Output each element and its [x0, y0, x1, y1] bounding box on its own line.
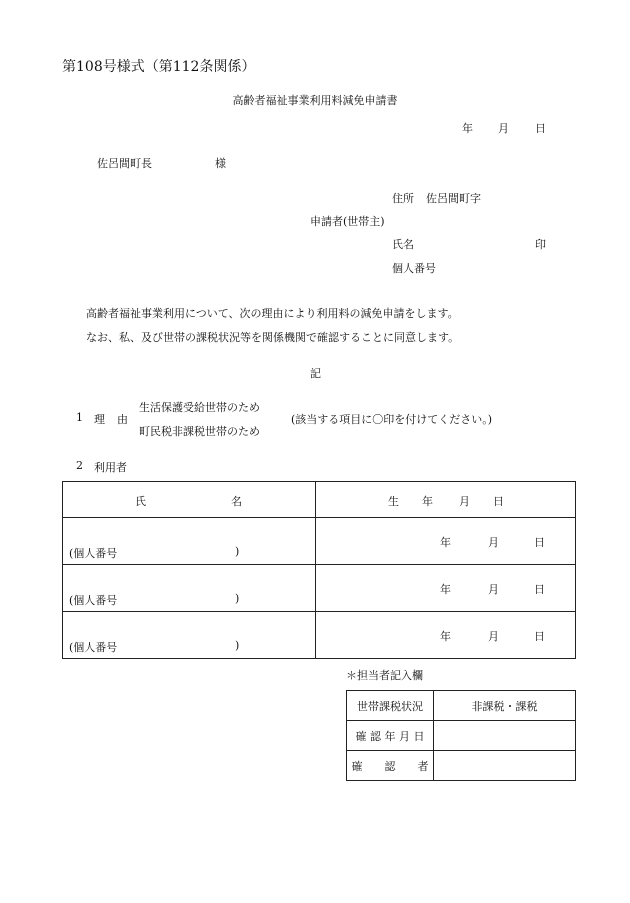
table-row: [63, 518, 576, 565]
user-name-cell[interactable]: [63, 518, 316, 565]
reason-label-b: 由: [117, 413, 128, 426]
personal-number-open: (個人番号: [69, 547, 118, 560]
form-number: 第108号様式（第112条関係）: [62, 59, 256, 75]
header-birth-sei: 生: [388, 495, 399, 508]
header-name-b: 名: [231, 495, 242, 508]
reason-label-a: 理: [94, 413, 105, 426]
staff-value-confirmer[interactable]: [434, 751, 576, 781]
date-year-label: 年: [462, 122, 473, 135]
addressee-honorific: 様: [215, 157, 226, 170]
birth-month-label: 月: [488, 630, 499, 643]
staff-value-confirm-date[interactable]: [434, 721, 576, 751]
address-label: 住所: [392, 192, 414, 205]
user-birthdate-cell[interactable]: [316, 565, 576, 612]
staff-value-text: 非課税・課税: [471, 699, 538, 713]
users-number: 2: [76, 459, 83, 472]
table-row: [347, 691, 576, 721]
personal-number-close: ): [235, 639, 240, 652]
birth-day-label: 日: [534, 630, 545, 643]
staff-label-tax-status: [347, 691, 434, 721]
body-line-2: なお、私、及び世帯の課税状況等を関係機関で確認することに同意します。: [86, 331, 460, 344]
header-birth-cell: [316, 482, 576, 518]
personal-number-close: ): [235, 592, 240, 605]
header-birth-year: 年: [422, 495, 433, 508]
reason-option-tax-exempt[interactable]: 町民税非課税世帯のため: [139, 425, 260, 438]
staff-value-tax-status[interactable]: [434, 691, 576, 721]
table-row: [63, 565, 576, 612]
personal-number-close: ): [235, 545, 240, 558]
header-birth-month: 月: [459, 495, 470, 508]
staff-label-confirmer: [347, 751, 434, 781]
seal-mark: 印: [535, 238, 546, 251]
birth-day-label: 日: [534, 583, 545, 596]
table-row: [347, 721, 576, 751]
birth-year-label: 年: [440, 583, 451, 596]
applicant-role: 申請者(世帯主): [310, 215, 385, 228]
table-row: [63, 612, 576, 659]
staff-label-text: 確 認 年 月 日: [355, 729, 425, 743]
header-birth-day: 日: [493, 495, 504, 508]
reason-number: 1: [76, 411, 83, 424]
table-row: [347, 751, 576, 781]
birth-day-label: 日: [534, 536, 545, 549]
personal-number-open: (個人番号: [69, 594, 118, 607]
date-month-label: 月: [498, 122, 509, 135]
address-value: 佐呂間町字: [426, 192, 481, 205]
date-day-label: 日: [535, 122, 546, 135]
personal-number-open: (個人番号: [69, 641, 118, 654]
staff-table: [346, 690, 576, 781]
user-name-cell[interactable]: [63, 565, 316, 612]
header-name-cell: [63, 482, 316, 518]
staff-label-text: 世帯課税状況: [357, 699, 423, 713]
body-line-1: 高齢者福祉事業利用について、次の理由により利用料の減免申請をします。: [86, 307, 459, 320]
staff-label-confirm-date: [347, 721, 434, 751]
user-birthdate-cell[interactable]: [316, 518, 576, 565]
users-table: [62, 481, 576, 659]
birth-year-label: 年: [440, 536, 451, 549]
birth-month-label: 月: [488, 536, 499, 549]
document-title: 高齢者福祉事業利用料減免申請書: [232, 94, 398, 107]
users-table-header: [63, 482, 576, 518]
addressee-name: 佐呂間町長: [97, 157, 152, 170]
users-label: 利用者: [94, 461, 127, 474]
ki-heading: 記: [310, 367, 321, 380]
header-name-a: 氏: [135, 495, 146, 508]
user-name-cell[interactable]: [63, 612, 316, 659]
personal-number-label: 個人番号: [392, 262, 436, 275]
reason-option-welfare[interactable]: 生活保護受給世帯のため: [139, 401, 260, 414]
birth-month-label: 月: [488, 583, 499, 596]
reason-note: (該当する項目に〇印を付けてください。): [291, 413, 493, 426]
birth-year-label: 年: [440, 630, 451, 643]
name-label: 氏名: [392, 238, 414, 251]
user-birthdate-cell[interactable]: [316, 612, 576, 659]
staff-section-title: ＊担当者記入欄: [346, 669, 423, 682]
staff-label-text: 確 認 者: [351, 759, 429, 773]
